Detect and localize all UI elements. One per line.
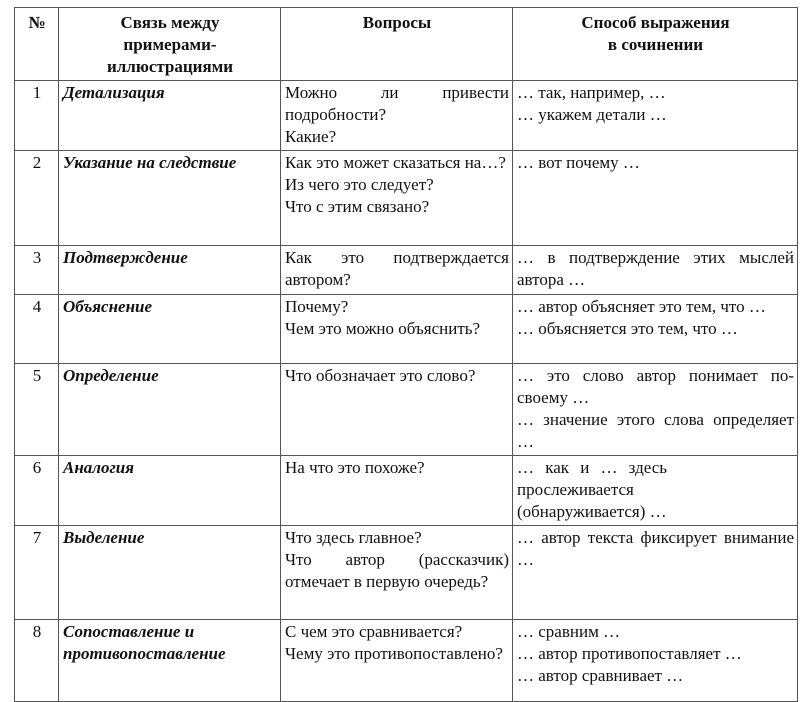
row-questions	[281, 246, 513, 295]
row-number: 3	[15, 246, 59, 295]
row-relation: Указание на следствие	[59, 151, 281, 246]
row-relation: Объяснение	[59, 295, 281, 364]
question-line: С чем это сравнивается?	[285, 622, 463, 641]
question-line: Что обозначает это слово?	[285, 366, 476, 385]
row-relation: Подтверждение	[59, 246, 281, 295]
expression-line: … автор объясняет это тем, что …	[517, 297, 766, 316]
question-line: Из чего это следует?	[285, 175, 434, 194]
row-expressions	[513, 364, 798, 456]
row-questions	[281, 456, 513, 526]
header-relation-line: иллюстрациями	[106, 57, 234, 76]
row-number: 1	[15, 81, 59, 151]
header-expression	[513, 8, 798, 81]
row-expressions	[513, 246, 798, 295]
row-questions	[281, 151, 513, 246]
header-expression-line: в сочинении	[607, 35, 704, 54]
row-number: 6	[15, 456, 59, 526]
row-expressions	[513, 295, 798, 364]
question-line: Чему это противопоставлено?	[285, 644, 503, 663]
question-line: Как это подтверждается автором?	[285, 248, 509, 289]
table-row	[15, 620, 798, 702]
row-expressions	[513, 456, 798, 526]
row-relation: Детализация	[59, 81, 281, 151]
row-number: 2	[15, 151, 59, 246]
question-line: На что это похоже?	[285, 458, 425, 477]
row-number: 8	[15, 620, 59, 702]
row-number: 7	[15, 526, 59, 620]
expression-line: … значение этого слова определяет …	[517, 410, 794, 451]
row-relation: Выделение	[59, 526, 281, 620]
row-expressions	[513, 81, 798, 151]
question-line: Как это может сказаться на…?	[285, 153, 506, 172]
question-line: Какие?	[285, 127, 337, 146]
expression-line: … автор противопоставляет …	[517, 644, 742, 663]
header-relation-line: примерами-	[123, 35, 217, 54]
question-line: Что здесь главное?	[285, 528, 422, 547]
row-relation: Сопоставление и противопоставление	[59, 620, 281, 702]
expression-line: … вот почему …	[517, 153, 640, 172]
question-line: Можно ли привести подробности?	[285, 83, 509, 124]
expression-line: … автор сравнивает …	[517, 666, 684, 685]
row-questions	[281, 526, 513, 620]
expression-line: … объясняется это тем, что …	[517, 319, 738, 338]
question-line: Что автор (рассказчик) отмечает в первую очередь?	[285, 550, 509, 591]
question-line: Что с этим связано?	[285, 197, 430, 216]
row-questions	[281, 81, 513, 151]
table-row	[15, 81, 798, 151]
row-questions	[281, 295, 513, 364]
header-number: №	[15, 8, 59, 81]
row-expressions	[513, 526, 798, 620]
table-row	[15, 295, 798, 364]
table-row	[15, 364, 798, 456]
question-line: Почему?	[285, 297, 349, 316]
table-row	[15, 246, 798, 295]
row-relation: Определение	[59, 364, 281, 456]
table-row	[15, 456, 798, 526]
header-row	[15, 8, 798, 81]
expression-line: … укажем детали …	[517, 105, 667, 124]
header-questions: Вопросы	[281, 8, 513, 81]
question-line: Чем это можно объяснить?	[285, 319, 481, 338]
table-row	[15, 526, 798, 620]
expression-line: … так, например, …	[517, 83, 666, 102]
row-expressions	[513, 620, 798, 702]
row-number: 5	[15, 364, 59, 456]
row-relation: Аналогия	[59, 456, 281, 526]
comparison-table	[14, 7, 798, 702]
expression-line: … сравним …	[517, 622, 621, 641]
table-row	[15, 151, 798, 246]
row-expressions	[513, 151, 798, 246]
expression-line: … это слово автор понимает по-своему …	[517, 366, 794, 407]
header-relation-line: Связь между	[120, 13, 220, 32]
expression-line: … автор текста фиксирует внимание …	[517, 528, 794, 569]
row-number: 4	[15, 295, 59, 364]
header-expression-line: Способ выражения	[581, 13, 730, 32]
row-questions	[281, 364, 513, 456]
expression-line: … как и … здесь прослеживается (обнаруживается) …	[517, 458, 667, 521]
header-relation	[59, 8, 281, 81]
row-questions	[281, 620, 513, 702]
expression-line: … в подтверждение этих мыслей автора …	[517, 248, 794, 289]
